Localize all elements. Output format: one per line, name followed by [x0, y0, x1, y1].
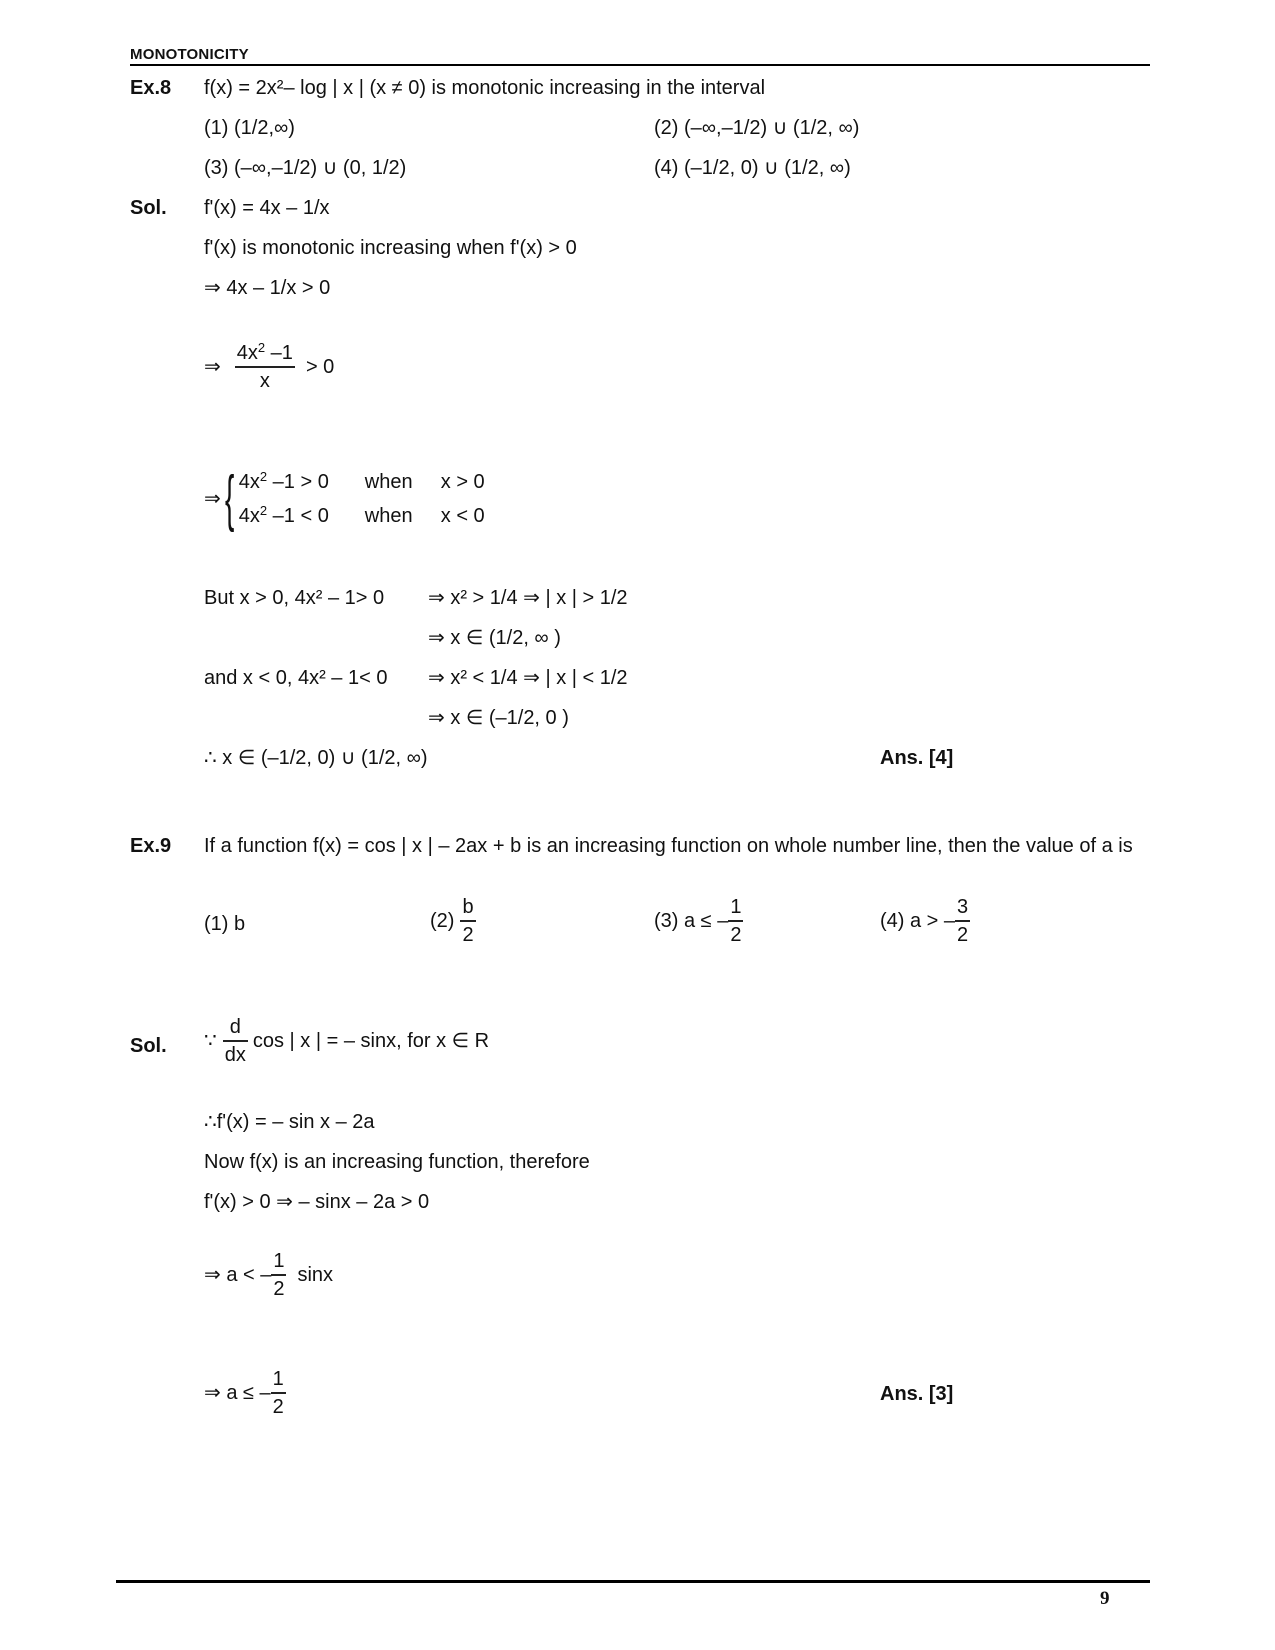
ex8-option-4: (4) (–1/2, 0) ∪ (1/2, ∞) — [654, 157, 851, 179]
implies-symbol: ⇒ — [204, 355, 221, 378]
ex8-case1-left: But x > 0, 4x² – 1> 0 — [204, 587, 385, 609]
ex8-question: f(x) = 2x²– log | x | (x ≠ 0) is monotonic increasing in the interval — [204, 77, 766, 99]
ex8-label: Ex.8 — [130, 77, 172, 99]
ex8-sol-label: Sol. — [130, 197, 167, 219]
ex9-sol-line5: ⇒ a < – $\frac{1}{2}$ sinx — [204, 1250, 334, 1300]
ex9-sol-line2: ∴f'(x) = – sin x – 2a — [204, 1111, 375, 1133]
ex9-label: Ex.9 — [130, 835, 172, 857]
ex9-sol-line6: ⇒ a ≤ – $\frac{1}{2}$ — [204, 1368, 284, 1418]
ex9-sol-line4: f'(x) > 0 ⇒ – sinx – 2a > 0 — [204, 1191, 430, 1213]
ex9-sol-derivative-line: ∵ $\frac{d}{dx}$ cos | x | = – sinx, for x ∈ R — [204, 1016, 490, 1066]
ex8-case2-left: and x < 0, 4x² – 1< 0 — [204, 667, 388, 689]
fraction-numerator: $4x^2$ –1 — [236, 340, 293, 364]
ex9-question: If a function f(x) = cos | x | – 2ax + b is an increasing function on whole number line, then the value of a is — [204, 835, 1133, 857]
ex9-sol-label: Sol. — [130, 1035, 167, 1057]
ex9-option-4: (4) a > – $\frac{3}{2}$ — [880, 896, 969, 946]
ex9-sol-line3: Now f(x) is an increasing function, therefore — [204, 1151, 590, 1173]
header-rule — [130, 64, 1150, 66]
ex8-sol-line1: f'(x) = 4x – 1/x — [204, 197, 330, 219]
footer-rule — [116, 1580, 1150, 1583]
ex8-conclusion: ∴ x ∈ (–1/2, 0) ∪ (1/2, ∞) — [204, 747, 428, 769]
ex8-option-2: (2) (–∞,–1/2) ∪ (1/2, ∞) — [654, 117, 860, 139]
fraction: $\frac{b}{2}$ — [462, 896, 474, 946]
ex8-option-3: (3) (–∞,–1/2) ∪ (0, 1/2) — [204, 157, 407, 179]
ex8-option-1: (1) (1/2,∞) — [204, 117, 295, 139]
piecewise-cases — [239, 470, 485, 528]
fraction-inequality: > 0 — [305, 355, 335, 378]
fraction: $\frac{1}{2}$ — [273, 1250, 285, 1300]
fraction-denominator: x — [259, 369, 270, 392]
implies-symbol: ⇒ — [204, 488, 221, 510]
left-brace: { — [224, 464, 235, 533]
ex9-option-3: (3) a ≤ – $\frac{1}{2}$ — [654, 896, 742, 946]
ex8-case2-result: ⇒ x ∈ (–1/2, 0 ) — [428, 707, 569, 729]
ex8-answer: Ans. [4] — [880, 747, 954, 769]
piecewise-case-1: $4x^2$ –1 > 0 when x > 0 — [238, 469, 485, 493]
page-number: 9 — [1100, 1588, 1110, 1609]
ex9-option-2: (2) $\frac{b}{2}$ — [430, 896, 474, 946]
ex8-case2-right: ⇒ x² < 1/4 ⇒ | x | < 1/2 — [428, 667, 628, 689]
fraction: $\frac{3}{2}$ — [957, 896, 969, 946]
fraction — [235, 340, 295, 394]
fraction: $\frac{1}{2}$ — [272, 1368, 284, 1418]
ex8-sol-piecewise — [204, 464, 485, 533]
ex8-case1-result: ⇒ x ∈ (1/2, ∞ ) — [428, 627, 561, 649]
ex8-sol-line2: f'(x) is monotonic increasing when f'(x) > 0 — [204, 237, 577, 259]
because-symbol: ∵ — [204, 1029, 217, 1052]
running-header: MONOTONICITY — [130, 46, 249, 63]
ex8-sol-line3: ⇒ 4x – 1/x > 0 — [204, 277, 331, 299]
piecewise-case-2: $4x^2$ –1 < 0 when x < 0 — [238, 503, 485, 527]
ex8-case1-right: ⇒ x² > 1/4 ⇒ | x | > 1/2 — [428, 587, 628, 609]
ex9-answer: Ans. [3] — [880, 1383, 954, 1405]
derivative-fraction: $\frac{d}{dx}$ — [224, 1016, 246, 1066]
ex9-option-1: (1) b — [204, 913, 246, 935]
ex8-sol-fraction-line — [204, 340, 334, 394]
fraction: $\frac{1}{2}$ — [730, 896, 742, 946]
